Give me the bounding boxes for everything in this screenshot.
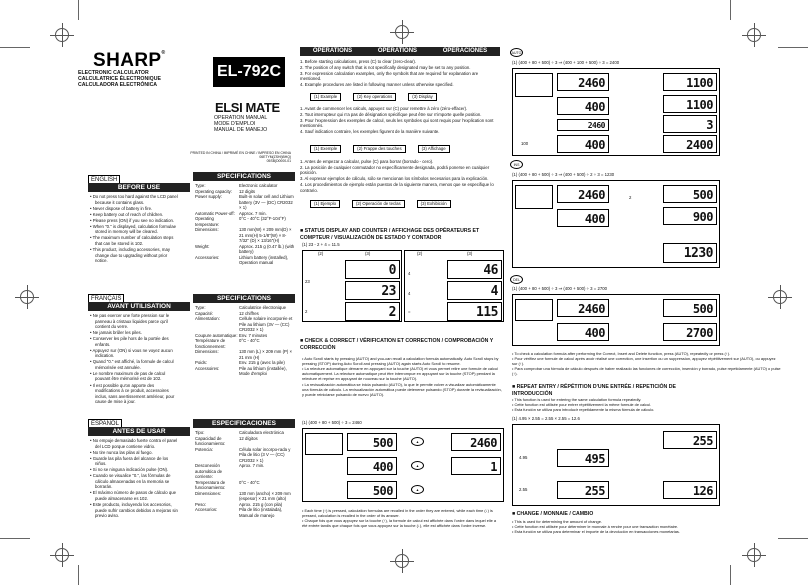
- keypad-sketch: [305, 433, 343, 455]
- key-entry: =: [408, 309, 411, 314]
- brand-logo: SHARP®: [93, 50, 166, 71]
- before-use-list: • Do not press too hard against the LCD panel because it contains glass. • Never dispose of battery in fire. • Keep battery out of reach of children. • Please press (ON) if you see no indication. • When "0." is displayed, calculation formulae stored in memory will be cleared. • The maximum number of calculation steps that can be stored is 102. • This product, including accessories, may change due to upgrading without prior notice.: [90, 194, 178, 264]
- registration-mark: [773, 290, 787, 304]
- display-readout: 1100: [663, 73, 717, 91]
- display-readout: 500: [347, 481, 397, 499]
- display-readout: 0: [345, 260, 400, 279]
- operations-heading: OPERATIONS OPERATIONS OPERACIONES: [300, 47, 500, 56]
- display-readout: 46: [447, 260, 502, 279]
- key-entry: 2: [629, 195, 632, 200]
- key-entry: 4: [408, 271, 411, 276]
- status-example: (1) 23 - 2 + 4 = 11.5: [302, 242, 340, 247]
- registration-mark: [747, 28, 761, 42]
- keypad-sketch: [515, 73, 553, 97]
- delete-key-icon: DEL: [510, 275, 523, 284]
- specifications-table: Type: Electronic calculator Operating capacity: 12 digits Power supply: Built-in solar cell and Lithium battery (3V — (DC) CR2032 × 1) Automatic Power-off: Approx. 7 min. Operating temperature: 0°C - 40°C (32°F-104°F) Dimensions: 130 mm(W) × 209 mm(D) × 21 mm(H) 5-1/8"(W) × 8-7/32" (D) × 13/16"(H) Weight: Approx. 215 g (0.47 lb.) (with battery) Accessories: Lithium battery (installed), Operation manual: [195, 183, 295, 265]
- registration-mark: [55, 548, 69, 562]
- crop-mark: [778, 538, 808, 539]
- registration-mark: [20, 290, 34, 304]
- operations-es: 1. Antes de empezar a calcular, pulse (C) para borrar (borrado - cero). 2. La posición de cualquier conmutador no específicamente designada, podrá ponerse en cualquier posición. 3. Al expresar ejemplos de cálculo, sólo se mencionan los símbolos necesarios para la explicación. 4. Los procedimientos de ejemplo están puestos de la siguiente manera, menos que se especifique lo contrario.: [300, 159, 494, 193]
- example-2: (1) (400 + 80 + 500) ÷ 3 ⇒ (400 + 500) ÷ 2 ÷ 3 = 1230: [512, 172, 615, 177]
- status-panel-right: [404, 250, 504, 322]
- display-readout: 500: [663, 299, 717, 317]
- keypad-sketch: [515, 299, 553, 321]
- crop-mark: [730, 565, 731, 585]
- antes-de-usar-heading: ANTES DE USAR: [88, 427, 190, 436]
- display-readout: 115: [447, 302, 502, 321]
- insert-key-icon: INS: [510, 160, 523, 169]
- manual-title: OPERATION MANUAL MODE D'EMPLOI MANUAL DE MANEJO: [214, 115, 268, 134]
- display-readout: 2460: [557, 73, 609, 91]
- operations-en: 1. Before starting calculations, press (C) to clear (zero-clear). 2. The position of any switch that is not specifically designated may be set to any position. 3. For expression calculation examples, only the symbols that are required for explanation are mentioned. 4. Example procedures are listed in following manner unless otherwise specified.: [300, 59, 479, 88]
- specifications-fr-table: Type: Calculatrice électronique Capacité: 12 chiffres Alimentation: Cellule solaire incorporée et Pile au lithium (3V — (CC) CR2032 × 1) Coupure automatique: Env. 7 minutes Température de fonctionnement: 0°C - 40°C Dimensions: 130 mm (L) × 209 mm (P) × 21 mm (H) Poids: Env. 215 g (avec la pile) Accessoires: Pile au lithium (installée), Mode d'emploi: [195, 305, 293, 376]
- example-legend-en: (1) Example (2) Key operations (3) Display: [310, 93, 437, 101]
- check-correct-heading: ■ CHECK & CORRECT / VÉRIFICATION ET CORRECTION / COMPROBACIÓN Y CORRECCIÓN: [300, 338, 494, 351]
- example-3-panel: [512, 294, 720, 346]
- antes-de-usar-list: • No empuje demasiado fuerte contra el panel del LCD porque contiene vidrio. • No tire nunca las pilas al fuego. • Guarde las pila fuera del alcance de los niños. • Si no se ninguna indicación pulse (ON). • Cuando se visualice "0.", las fórmulas de cálculo almacenadas en la memoria se borrarán. • El máximo número de pasos de cálculo que puede almacenarse es 102. • Este producto, incluyendo los accesorios, puede sufrir cambios debidos a mejoras sin previo aviso.: [90, 438, 178, 519]
- avant-utilisation-heading: AVANT UTILISATION: [88, 302, 190, 311]
- display-readout: 400: [557, 209, 609, 227]
- display-readout: 2: [345, 302, 400, 321]
- up-arrow-key-icon: ▲: [411, 485, 424, 494]
- example-2-panel: [512, 180, 720, 268]
- keypad-sketch: [515, 185, 553, 209]
- status-panel-left: [302, 250, 402, 322]
- column-label: (2): [417, 251, 423, 256]
- printed-in: PRINTED IN CHINA / IMPRIMÉ EN CHINE / IMPRESO EN CHINA 06ETYM(ZSHI)BHQ) 05SB(D0000-01: [190, 151, 291, 164]
- repeat-entry-heading: ■ REPEAT ENTRY / RÉPÉTITION D'UNE ENTRÉE / REPETICIÓN DE INTRODUCCIÓN: [512, 384, 676, 397]
- display-readout: 900: [663, 207, 717, 225]
- display-readout: 1100: [663, 95, 717, 113]
- display-readout: 495: [557, 449, 609, 467]
- display-readout: 2460: [557, 119, 609, 131]
- check-after-correct-text: • To check a calculation formula after performing the Correct, Insert and Delete function, press (AUTO), repeatedly or press (↑). • Pour vérifiez une formule de calcul après avoir réalisé une correction, une insertion ou un suppression, appuyez répétitivement sur (AUTO), ou appuyez sur (↑). • Para comprobar una fórmula de cálculo después de haber realizado las funciones de corrección, inserción y borrado, pulse repetidamente (AUTO) o pulse (↑).: [512, 351, 781, 376]
- repeat-example: (1) 4.95 × 2.55 = 2.55 × 2.55 = 12.6: [512, 416, 580, 421]
- language-tab-francais: FRANÇAIS: [88, 294, 124, 304]
- example-legend-fr: (1) Exemple (2) Frappe des touches (3) Affichage: [310, 145, 450, 153]
- display-readout: 1: [451, 457, 501, 475]
- display-readout: 400: [347, 457, 397, 475]
- especificaciones-table: Tipo: Calculadora electrónica Capacidad de funcionamiento: 12 dígitos Potencia: Célula solar incorpo-rada y Pila de litio (3 V — (CC) CR2032 × 1) Desconexión automática de corriente: Aprox. 7 min. Temperatura de funcionamiento: 0°C - 40°C Dimensiones: 130 mm (ancho) × 209 mm (espesor) × 21 mm (alto) Peso: Aprox. 215 g (con pila) Accesorios: Pila de litio (instalada), Manual de manejo: [195, 430, 291, 518]
- display-readout: 2460: [451, 433, 501, 451]
- key-entry: 2: [305, 309, 308, 314]
- check-note: • Each time (↑) is pressed, calculation formulas are recalled in the order they are entered, while each time (↓) is pressed, calculation is recalled in the order of its answer. • Chaque fois que vous appuyez sur la touche (↑), la formule de calcul est affichée dans l'ordre dans lequel elle a été entrée tandis que chaque fois que vous appuyez sur la touche (↓), elle est affichée dans l'ordre inverse.: [302, 508, 497, 529]
- registration-mark: [747, 548, 761, 562]
- check-example: (1) (400 + 80 + 500) ÷ 3 = 2460: [302, 420, 362, 425]
- display-readout: 500: [347, 433, 397, 451]
- example-1-panel: [512, 68, 720, 156]
- display-readout: 255: [557, 481, 609, 499]
- display-readout: 23: [345, 281, 400, 300]
- product-category: ELECTRONIC CALCULATOR CALCULATRICE ÉLECTRONIQUE CALCULADORA ELECTRÓNICA: [78, 70, 161, 89]
- especificaciones-heading: ESPECIFICACIONES: [193, 419, 295, 428]
- check-correct-text: • Auto Scroll starts by pressing (AUTO) and you-can recall a calculation formula automatically. Auto Scroll stops by pressing (STOP) during Auto Scroll and pressing (AUTO) again starts Auto Scroll to resume. • La relecture automatique démarre en appuyant sur la touche (AUTO) et vous permet relire une formule de calcul automatiquement. La relecture automatique peut être interrompue en appuyant sur la touche (STOP) pendant la relecture et reprise en appuyant de nouveau sur la touche (AUTO). • La revisualización automática se inicia pulsando (AUTO), lo que le permite volver a visualizar automáticamente una fórmula de cálculo. La revisualización automática puede detenerse pulsando (STOP) durante la revisualización, y puede reiniciarse pulsando de nuevo (AUTO).: [302, 356, 502, 397]
- change-text: • This is used for determining the amount of change. • Cette fonction est utilisée pour déterminer le monnaie à rendre pour une transaction monétaire. • Esta función se utiliza para determinar el importe de la devolución en transacciones monetarias.: [512, 519, 680, 534]
- column-label: (3): [365, 251, 371, 256]
- column-label: (2): [318, 251, 324, 256]
- crop-mark: [78, 0, 79, 20]
- key-entry: 4.95: [519, 455, 528, 460]
- display-readout: 4: [447, 281, 502, 300]
- display-readout: 126: [663, 481, 717, 499]
- product-name: ELSI MATE: [215, 100, 280, 115]
- key-entry: 2.55: [519, 487, 528, 492]
- crop-mark: [78, 565, 79, 585]
- registration-mark: [395, 25, 409, 39]
- crop-mark: [0, 538, 30, 539]
- before-use-heading: BEFORE USE: [88, 183, 190, 192]
- auto-key-icon: AUTO: [510, 48, 523, 57]
- example-3: (1) (400 + 80 + 500) ÷ 3 ⇒ (400 + 500) ÷ 3 = 2700: [512, 286, 608, 291]
- specifications-heading: SPECIFICATIONS: [193, 172, 295, 181]
- check-panel: [302, 428, 504, 502]
- model-number: EL-792C: [213, 57, 285, 87]
- status-display-heading: ■ STATUS DISPLAY AND COUNTER / AFFICHAGE DES OPÉRATEURS ET COMPTEUR / VISUALIZACIÓN DE ESTADO Y CONTADOR: [300, 228, 480, 241]
- display-readout: 2460: [557, 299, 609, 317]
- display-readout: 500: [663, 185, 717, 203]
- key-entry: 23: [305, 279, 310, 284]
- example-1: (1) (400 + 80 + 500) ÷ 3 ⇒ (400 + 100 + 500) ÷ 3 = 2400: [512, 60, 620, 65]
- crop-mark: [0, 47, 30, 48]
- change-heading: ■ CHANGE / MONNAIE / CAMBIO: [512, 511, 594, 517]
- key-entry: 100: [521, 141, 529, 146]
- key-entry: 4: [408, 291, 411, 296]
- repeat-entry-text: • This function is used for entering the same calculation formula repeatedly. • Cette fonction est utilisée pour entrer répétitivement la même formule de calcul. • Esta función se utiliza para introducir repetidamente la misma fórmula de cálculo.: [512, 397, 655, 412]
- avant-utilisation-list: • Ne pas exercer une forte pression sur le panneau à cristaux liquides parce qu'il contient du verre. • Ne jamais brûler les piles. • Conserver les pile hors de la portée des enfants. • Appuyez sur (ON) si vous ne voyez aucun indication. • Quand "0." est affiché, la formule de calcul mémorisée est annulée. • Le nombre maximum de pas de calcul pouvant être mémorisé est de 102. • Il est possible qu'on apporte des modifications à ce produit, accessoires inclus, sans avertissement antérieur, pour cause de mise à jour.: [90, 313, 175, 405]
- display-readout: 2700: [663, 323, 717, 341]
- display-readout: 2400: [663, 135, 717, 153]
- registration-mark: [395, 554, 409, 568]
- column-label: (3): [467, 251, 473, 256]
- example-legend-es: (1) Ejemplo (2) Operación de teclas (3) Exhibición: [310, 200, 451, 208]
- up-arrow-key-icon: ▲: [411, 437, 424, 446]
- registration-mark: [55, 28, 69, 42]
- display-readout: 400: [557, 97, 609, 115]
- operations-fr: 1. Avant de commencer les calculs, appuyez sur (C) pour remettre à zéro (zéro-effacer). 2. Tout interrupteur qui n'a pas de désignation spécifique peut être sur n'importe quelle position. 3. Pour l'expression des exemples de calcul, seuls les symboles qui sont requis pour l'explication sont mentionnés. 4. Sauf indication contraire, les exemples figurent de la manière suivante.: [300, 106, 494, 135]
- display-readout: 255: [663, 431, 717, 449]
- display-readout: 400: [557, 323, 609, 341]
- up-arrow-key-icon: ▲: [411, 461, 424, 470]
- language-tab-espanol: ESPAÑOL: [88, 419, 122, 429]
- specifications-fr-heading: SPECIFICATIONS: [193, 294, 295, 303]
- language-tab-english: ENGLISH: [88, 175, 120, 185]
- crop-mark: [778, 47, 808, 48]
- display-readout: 1230: [663, 243, 717, 263]
- display-readout: 3: [663, 115, 717, 133]
- repeat-panel: [512, 424, 720, 506]
- display-readout: 2460: [557, 185, 609, 203]
- display-readout: 400: [557, 135, 609, 153]
- crop-mark: [730, 0, 731, 20]
